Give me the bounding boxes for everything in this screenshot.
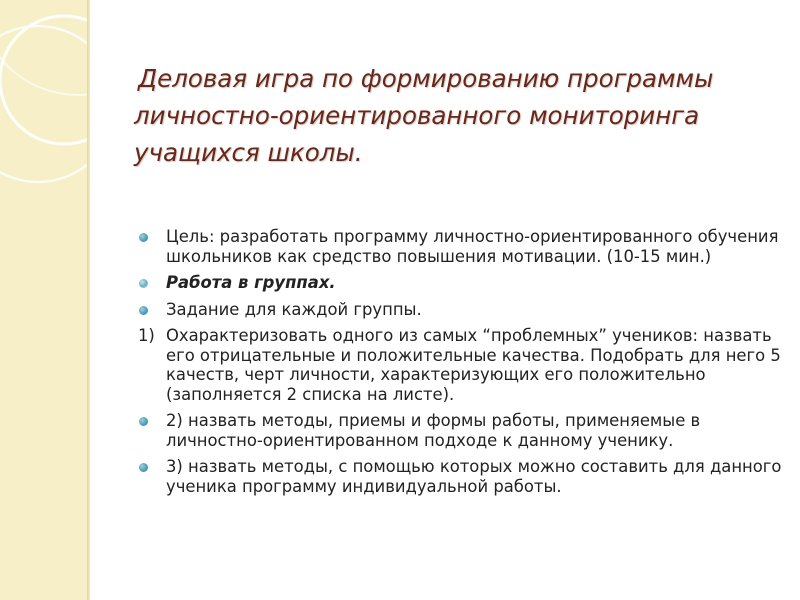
task-1-number: 1)	[138, 326, 155, 345]
task-2-text: 2) назвать методы, приемы и формы работы, применяемые в личностно-ориентированном подходе к данному ученику.	[166, 411, 701, 450]
round-bullet-icon	[139, 463, 148, 472]
slide-title	[134, 60, 784, 171]
slide-title-line: личностно-ориентированного мониторинга	[134, 101, 700, 130]
list-item-task-intro	[136, 300, 786, 320]
group-work-text: Работа в группах.	[166, 273, 336, 292]
round-bullet-icon	[139, 417, 148, 426]
decorative-side-panel	[0, 0, 87, 600]
round-bullet-icon	[139, 233, 148, 242]
task-3-text: 3) назвать методы, с помощью которых можно составить для данного ученика программу индивидуальной работы.	[166, 457, 782, 496]
list-item-task-1	[136, 326, 786, 404]
slide-title-line: учащихся школы.	[134, 138, 363, 167]
globe-bullet-icon	[139, 279, 148, 288]
side-divider	[87, 0, 90, 600]
decorative-circles	[0, 0, 87, 600]
task-intro-text: Задание для каждой группы.	[166, 299, 422, 319]
list-item-task-2	[136, 411, 786, 450]
goal-text: Цель: разработать программу личностно-ориентированного обучения школьников как средство повышения мотивации. (10-15 мин.)	[166, 227, 779, 266]
slide-title-line: Деловая игра по формированию программы	[138, 64, 714, 93]
list-item-task-3	[136, 457, 786, 496]
slide-content	[136, 227, 786, 503]
round-bullet-icon	[139, 306, 148, 315]
list-item-goal	[136, 227, 786, 266]
list-item-group-work	[136, 273, 786, 293]
task-1-text: Охарактеризовать одного из самых “проблемных” учеников: назвать его отрицательные и положительные качества. Подобрать для него 5 качеств, черт личности, характеризующих его положительно (заполняется 2 списка на листе).	[166, 326, 781, 404]
